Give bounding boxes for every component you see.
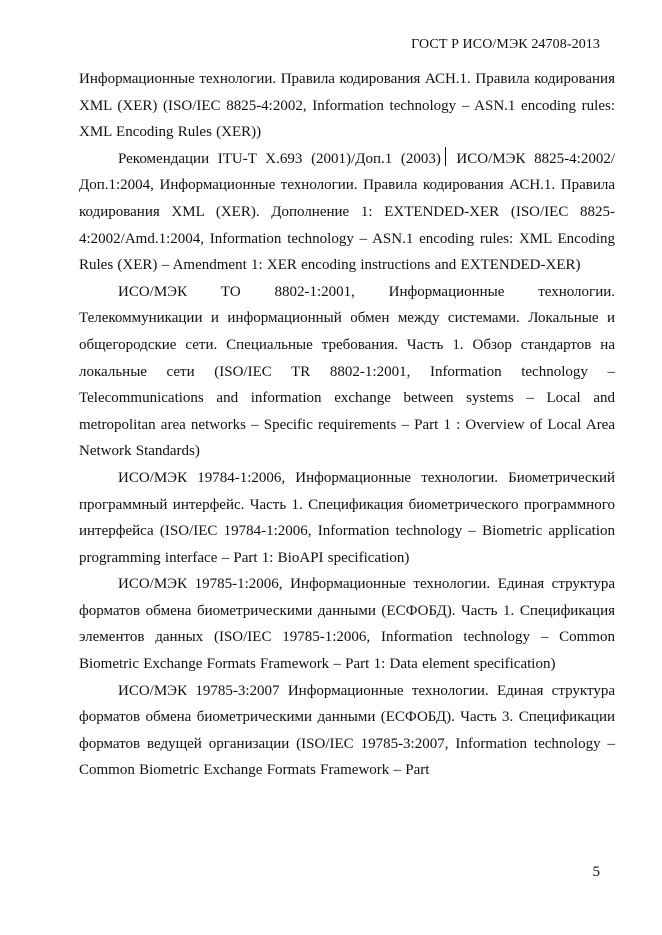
page-number: 5 [592, 864, 600, 880]
reference-entry-iso-part: ИСО/МЭК 8825-4:2002/Доп.1:2004, Информационные технологии. Правила кодирования АСН.1. Правила кодирования XML (XER). Дополнение 1: EXTENDED-XER (ISO/IEC 8825-4:2002/Amd.1:2004, Information technology – ASN.1 encoding rules: XML Encoding Rules (XER) – Amendment 1: XER encoding instructions and EXTENDED-XER) [79, 150, 615, 274]
reference-entry-itu-part: Рекомендации ITU-T X.693 (2001)/Доп.1 (2003) [118, 150, 441, 167]
vertical-separator-icon [445, 147, 447, 166]
references-list [79, 66, 615, 784]
reference-entry-itu-x693 [79, 146, 615, 279]
reference-entry-iso-19785-1: ИСО/МЭК 19785-1:2006, Информационные технологии. Единая структура форматов обмена биометрическими данными (ЕСФОБД). Часть 1. Спецификация элементов данных (ISO/IEC 19785-1:2006, Information technology – Common Biometric Exchange Formats Framework – Part 1: Data element specification) [79, 576, 615, 673]
standard-code-header: ГОСТ Р ИСО/МЭК 24708-2013 [411, 37, 600, 52]
reference-entry-iso-8802-1: ИСО/МЭК ТО 8802-1:2001, Информационные технологии. Телекоммуникации и информационный обмен между системами. Локальные и общегородские сети. Специальные требования. Часть 1. Обзор стандартов на локальные сети (ISO/IEC TR 8802-1:2001, Information technology – Telecommunications and information exchange between systems – Local and metropolitan area networks – Specific requirements – Part 1 : Overview of Local Area Network Standards) [79, 283, 615, 460]
reference-entry-iso-19784-1: ИСО/МЭК 19784-1:2006, Информационные технологии. Биометрический программный интерфейс. Часть 1. Спецификация биометрического программного интерфейса (ISO/IEC 19784-1:2006, Information technology – Biometric application programming interface – Part 1: BioAPI specification) [79, 469, 615, 566]
reference-entry-iso-8825-4: Информационные технологии. Правила кодирования АСН.1. Правила кодирования XML (XER) (ISO/IEC 8825-4:2002, Information technology – ASN.1 encoding rules: XML Encoding Rules (XER)) [79, 71, 615, 141]
reference-entry-iso-19785-3: ИСО/МЭК 19785-3:2007 Информационные технологии. Единая структура форматов обмена биометрическими данными (ЕСФОБД). Часть 3. Спецификации форматов ведущей организации (ISO/IEC 19785-3:2007, Information technology – Common Biometric Exchange Formats Framework – Part [79, 682, 615, 779]
